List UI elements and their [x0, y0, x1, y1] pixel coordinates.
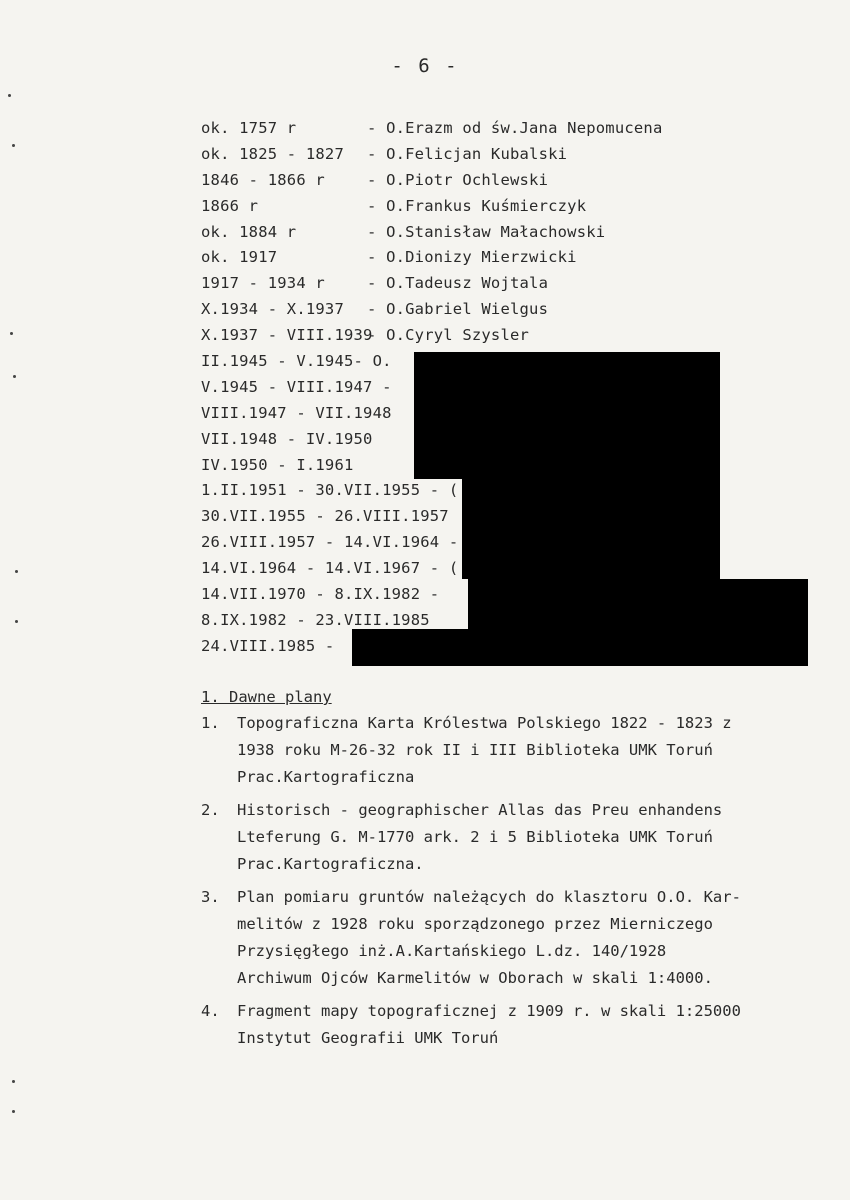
chronology-name: - O.Erazm od św.Jana Nepomucena — [367, 119, 663, 137]
redaction-block — [462, 479, 720, 579]
chronology-name: - O.Piotr Ochlewski — [367, 170, 549, 189]
margin-mark — [13, 375, 16, 378]
chronology-date: VIII.1947 - VII.1948 — [201, 403, 392, 422]
chronology-row — [201, 297, 821, 323]
chronology-date: ok. 1825 - 1827 — [201, 144, 344, 163]
chronology-date: 1866 r — [201, 196, 259, 215]
source-number: 2. — [201, 801, 220, 819]
chronology-row — [201, 168, 821, 194]
margin-mark — [10, 332, 13, 335]
chronology-name: - O.Cyryl Szysler — [367, 326, 530, 345]
chronology-row — [201, 245, 821, 271]
sources-list — [201, 710, 811, 1058]
margin-mark — [12, 1110, 15, 1113]
chronology-name: - O.Felicjan Kubalski — [367, 144, 568, 163]
chronology-date: X.1934 - X.1937 — [201, 300, 344, 319]
margin-mark — [15, 570, 18, 573]
chronology-name: - O.Stanisław Małachowski — [367, 222, 606, 241]
chronology-row — [201, 323, 821, 349]
chronology-date: X.1937 - VIII.1939 — [201, 326, 373, 345]
section-heading: 1. Dawne plany — [201, 688, 332, 706]
chronology-row — [201, 142, 821, 168]
source-item — [201, 710, 811, 791]
chronology-row — [201, 116, 821, 142]
source-line: 1938 roku M-26-32 rok II i III Biblioteka UMK Toruń — [237, 741, 713, 759]
chronology-name: - O.Dionizy Mierzwicki — [367, 248, 577, 267]
chronology-name: - O.Tadeusz Wojtala — [367, 274, 549, 293]
redaction-block — [468, 579, 808, 629]
source-line: Prac.Kartograficzna. — [237, 855, 424, 873]
source-line: Historisch - geographischer Allas das Preu enhandens — [237, 801, 723, 819]
source-item — [201, 884, 811, 992]
source-line: Topograficzna Karta Królestwa Polskiego 1822 - 1823 z — [237, 714, 732, 732]
source-line: Przysięgłego inż.A.Kartańskiego L.dz. 140/1928 — [237, 942, 667, 960]
chronology-date: 1917 - 1934 r — [201, 274, 325, 293]
source-line: Instytut Geografii UMK Toruń — [237, 1029, 499, 1047]
page-number: - 6 - — [391, 55, 459, 77]
chronology-date: 1846 - 1866 r — [201, 170, 325, 189]
source-line: Fragment mapy topograficznej z 1909 r. w skali 1:25000 — [237, 1002, 741, 1020]
source-number: 1. — [201, 714, 220, 732]
source-line: Prac.Kartograficzna — [237, 768, 415, 786]
redaction-block — [352, 629, 808, 666]
margin-mark — [12, 1080, 15, 1083]
chronology-row — [201, 220, 821, 246]
chronology-row — [201, 194, 821, 220]
chronology-date: ok. 1884 r — [201, 222, 297, 241]
source-line: Plan pomiaru gruntów należących do klasztoru O.O. Kar- — [237, 888, 741, 906]
source-number: 4. — [201, 1002, 220, 1020]
source-number: 3. — [201, 888, 220, 906]
chronology-date: 26.VIII.1957 - 14.VI.1964 - — [201, 533, 459, 552]
margin-mark — [12, 144, 15, 147]
source-line: Lteferung G. M-1770 ark. 2 i 5 Biblioteka UMK Toruń — [237, 828, 713, 846]
chronology-row — [201, 271, 821, 297]
chronology-date: 14.VII.1970 - 8.IX.1982 - — [201, 585, 440, 604]
redaction-block — [414, 352, 720, 479]
source-line: melitów z 1928 roku sporządzonego przez Mierniczego — [237, 915, 713, 933]
chronology-date: II.1945 - V.1945- O. — [201, 352, 392, 371]
chronology-date: ok. 1757 r — [201, 119, 297, 137]
chronology-date: 30.VII.1955 - 26.VIII.1957 — [201, 507, 449, 526]
chronology-date: IV.1950 - I.1961 — [201, 455, 354, 474]
chronology-date: 1.II.1951 - 30.VII.1955 - ( — [201, 481, 459, 500]
chronology-date: 8.IX.1982 - 23.VIII.1985 — [201, 610, 430, 629]
chronology-date: ok. 1917 — [201, 248, 278, 267]
chronology-name: - O.Gabriel Wielgus — [367, 300, 549, 319]
source-line: Archiwum Ojców Karmelitów w Oborach w skali 1:4000. — [237, 969, 713, 987]
margin-mark — [15, 620, 18, 623]
source-item — [201, 797, 811, 878]
chronology-date: 14.VI.1964 - 14.VI.1967 - ( — [201, 559, 459, 578]
chronology-date: 24.VIII.1985 - — [201, 636, 335, 655]
chronology-date: V.1945 - VIII.1947 - — [201, 377, 392, 396]
margin-mark — [8, 94, 11, 97]
chronology-name: - O.Frankus Kuśmierczyk — [367, 196, 587, 215]
source-item — [201, 998, 811, 1052]
chronology-date: VII.1948 - IV.1950 — [201, 429, 373, 448]
